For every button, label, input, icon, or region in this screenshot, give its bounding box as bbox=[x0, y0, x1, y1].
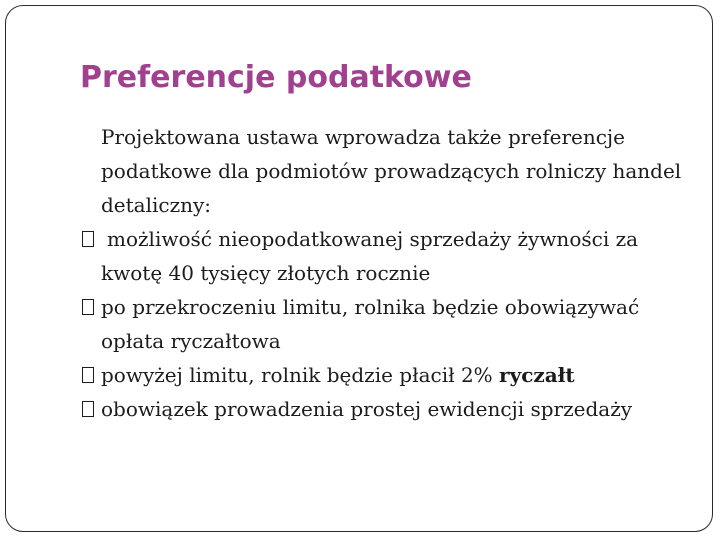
bullet-item bbox=[82, 222, 682, 290]
slide-body bbox=[82, 120, 682, 426]
slide-title: Preferencje podatkowe bbox=[80, 60, 472, 95]
bullet-item bbox=[82, 290, 682, 358]
bullet-item bbox=[82, 358, 682, 392]
bullet-text: po przekroczeniu limitu, rolnika będzie obowiązywać opłata ryczałtowa bbox=[101, 295, 640, 353]
bullet-bold-text: ryczałt bbox=[499, 363, 575, 387]
bullet-text: obowiązek prowadzenia prostej ewidencji sprzedaży bbox=[101, 397, 633, 421]
box-bullet-icon bbox=[82, 231, 94, 247]
bullet-text: możliwość nieopodatkowanej sprzedaży żywności za kwotę 40 tysięcy złotych rocznie bbox=[101, 227, 639, 285]
box-bullet-icon bbox=[82, 367, 94, 383]
box-bullet-icon bbox=[82, 401, 94, 417]
bullet-item bbox=[82, 392, 682, 426]
bullet-text: powyżej limitu, rolnik będzie płacił 2% bbox=[101, 363, 500, 387]
box-bullet-icon bbox=[82, 299, 94, 315]
intro-paragraph: Projektowana ustawa wprowadza także preferencje podatkowe dla podmiotów prowadzących rolniczy handel detaliczny: bbox=[101, 125, 682, 217]
bullet-list bbox=[82, 222, 682, 426]
